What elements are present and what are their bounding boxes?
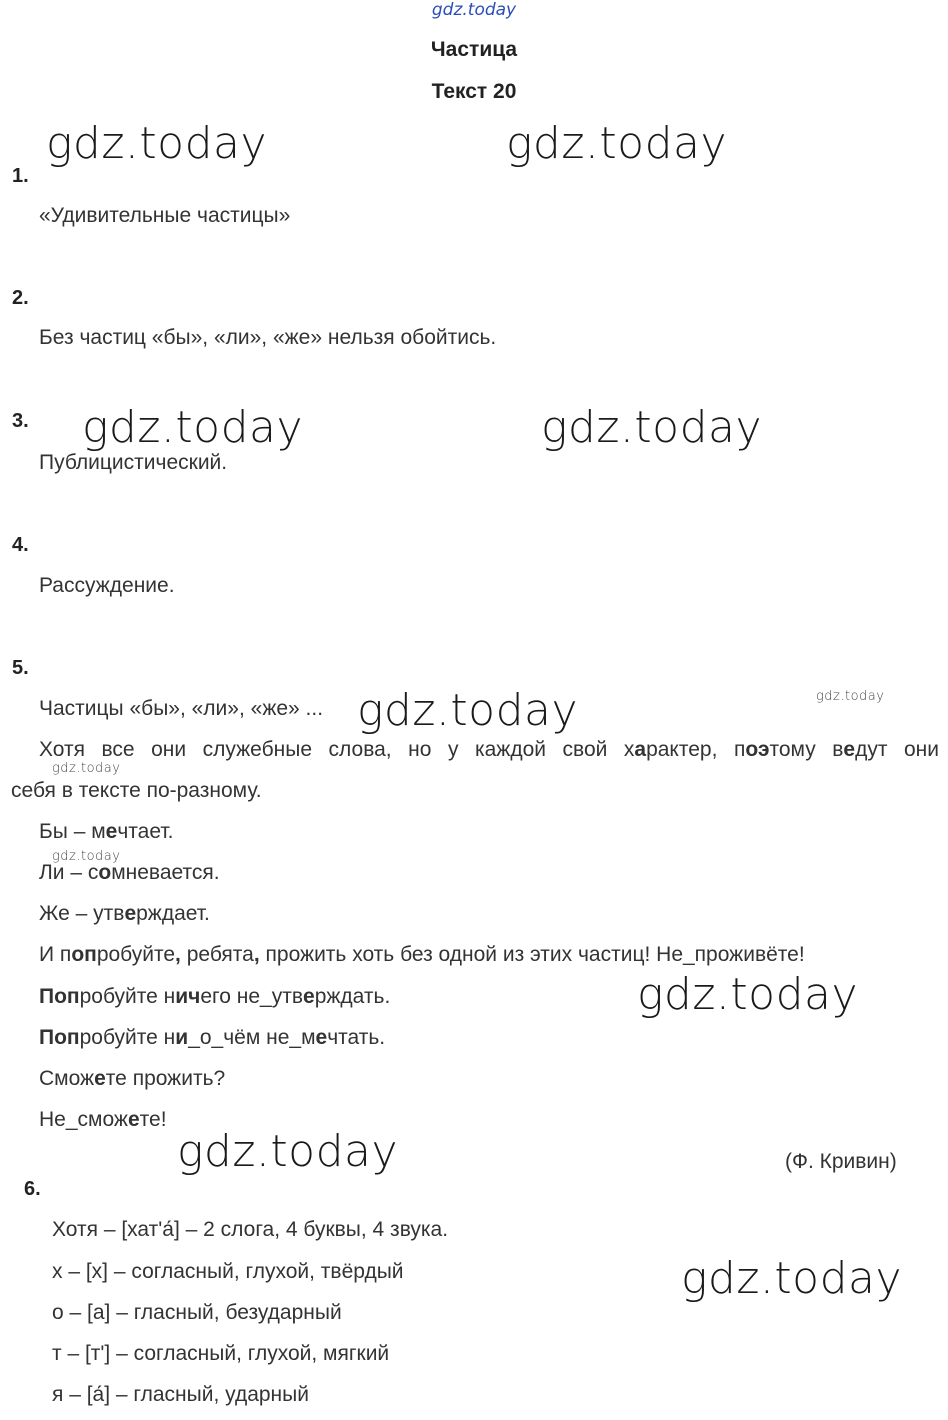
question-number-5: 5.: [12, 657, 29, 679]
watermark-small: gdz.today: [52, 761, 121, 776]
answer-5-line-2: Хотя все они служебные слова, но у каждой свой характер, поэтому ведут они: [39, 738, 939, 761]
watermark: gdz.today: [506, 118, 728, 169]
answer-3: Публицистический.: [39, 451, 228, 474]
question-number-6: 6.: [24, 1178, 41, 1200]
watermark-top: gdz.today: [431, 0, 517, 20]
question-number-4: 4.: [12, 534, 29, 556]
watermark-small: gdz.today: [816, 689, 885, 704]
watermark: gdz.today: [82, 402, 304, 453]
answer-5-try-all: И попробуйте, ребята, прожить хоть без одной из этих частиц! Не_проживёте!: [39, 943, 805, 966]
answer-5-cannot: Не_сможете!: [39, 1108, 167, 1131]
answer-6-line-5: я – [а́] – гласный, ударный: [52, 1383, 309, 1406]
question-number-1: 1.: [12, 165, 29, 187]
answer-5-by: Бы – мечтает.: [39, 820, 174, 843]
watermark: gdz.today: [357, 685, 579, 736]
answer-1: «Удивительные частицы»: [39, 204, 291, 227]
answer-6-line-4: т – [т'] – согласный, глухой, мягкий: [52, 1342, 390, 1365]
watermark: gdz.today: [681, 1253, 903, 1304]
watermark: gdz.today: [637, 969, 859, 1020]
answer-5-try-dream: Попробуйте ни_о_чём не_мечтать.: [39, 1026, 386, 1049]
watermark: gdz.today: [177, 1126, 399, 1177]
watermark: gdz.today: [541, 402, 763, 453]
question-number-2: 2.: [12, 287, 29, 309]
answer-6-line-2: х – [х] – согласный, глухой, твёрдый: [52, 1260, 404, 1283]
watermark-small: gdz.today: [52, 849, 121, 864]
answer-5-line-1: Частицы «бы», «ли», «же» ...: [39, 697, 324, 720]
answer-4: Рассуждение.: [39, 574, 175, 597]
answer-5-try-nothing: Попробуйте ничего не_утверждать.: [39, 985, 391, 1008]
page-title: Частица: [430, 38, 518, 61]
answer-6-line-3: о – [а] – гласный, безударный: [52, 1301, 342, 1324]
answer-2: Без частиц «бы», «ли», «же» нельзя обойтись.: [39, 326, 497, 349]
answer-5-zhe: Же – утверждает.: [39, 902, 210, 925]
answer-5-line-3: себя в тексте по-разному.: [11, 779, 262, 802]
watermark: gdz.today: [46, 118, 268, 169]
answer-5-can: Сможете прожить?: [39, 1067, 226, 1090]
author-attribution: (Ф. Кривин): [785, 1150, 897, 1173]
question-number-3: 3.: [12, 410, 29, 432]
answer-5-li: Ли – сомневается.: [39, 861, 220, 884]
page-subtitle: Текст 20: [431, 80, 517, 103]
answer-6-line-1: Хотя – [хат'а́] – 2 слога, 4 буквы, 4 звука.: [52, 1218, 449, 1241]
